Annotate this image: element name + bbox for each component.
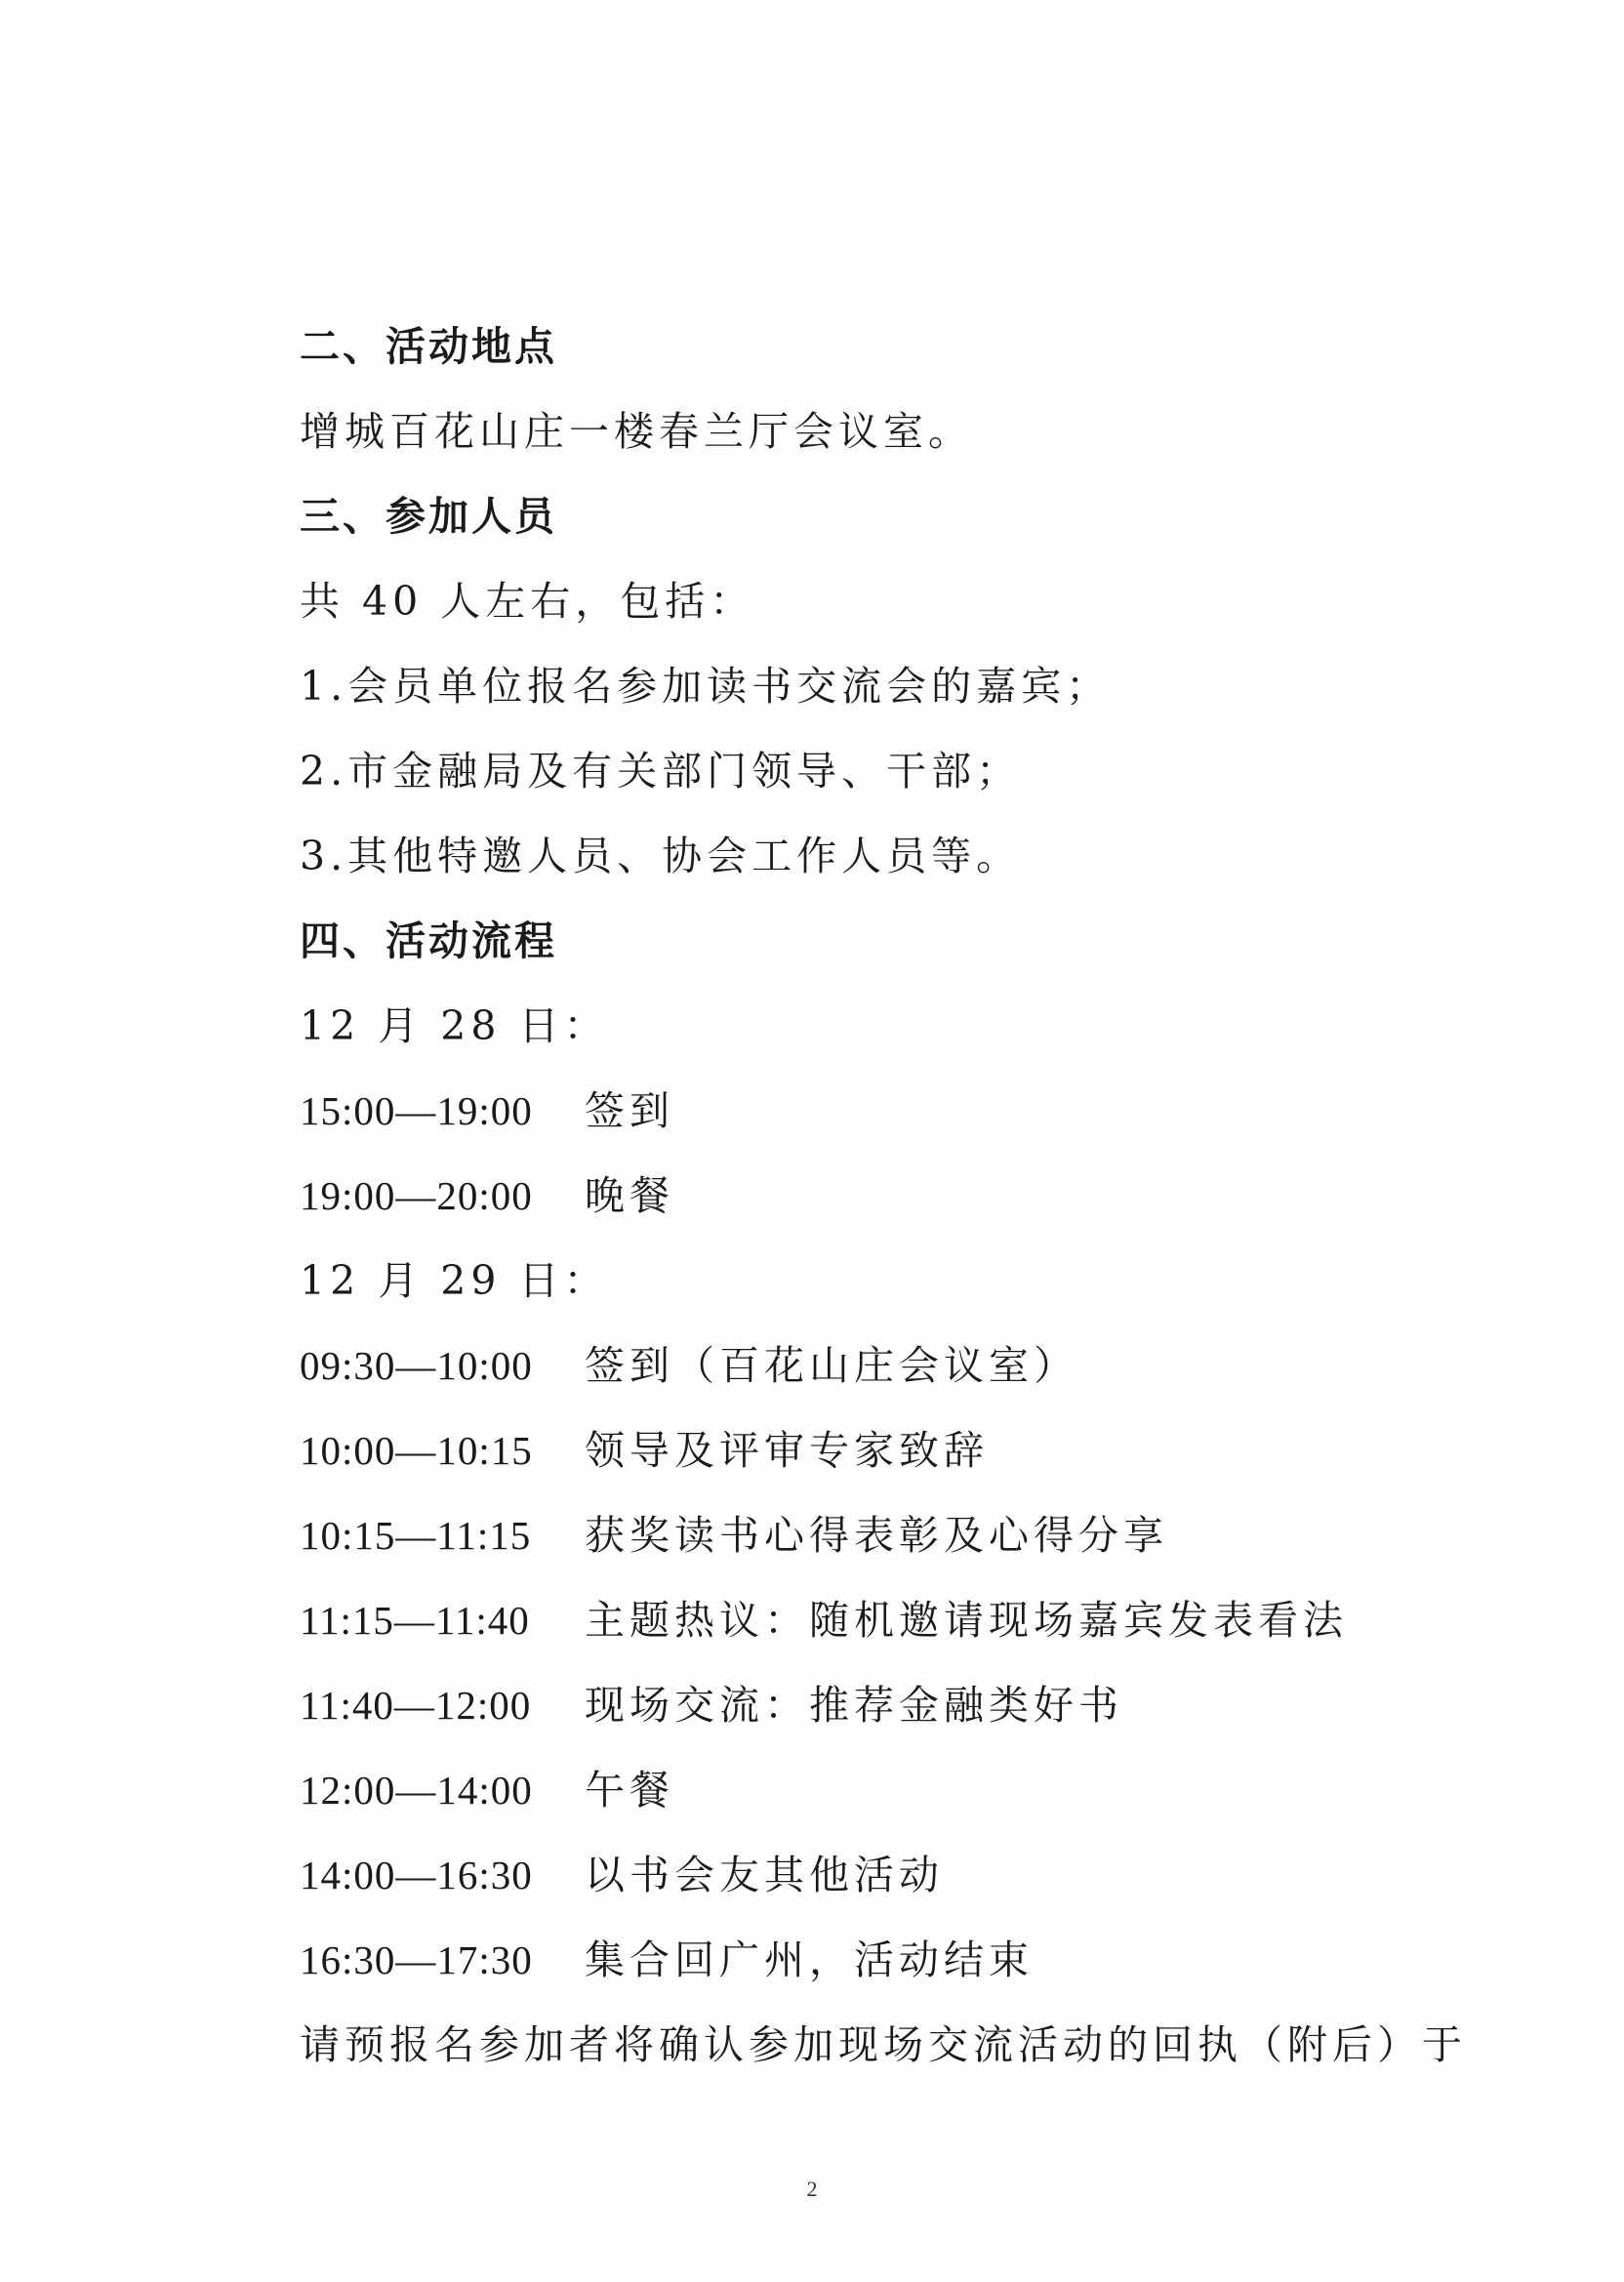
schedule-time: 11:15—11:40 — [300, 1598, 530, 1643]
schedule-row — [300, 1493, 1422, 1578]
schedule-row — [300, 1069, 1422, 1154]
agenda-day1-date: 12 月 28 日： — [300, 1002, 609, 1049]
schedule-row — [300, 1748, 1422, 1833]
schedule-time: 10:00—10:15 — [300, 1428, 533, 1473]
schedule-row — [300, 1833, 1422, 1918]
participants-intro: 共 40 人左右，包括： — [300, 578, 755, 625]
schedule-row — [300, 1578, 1422, 1663]
schedule-desc: 集合回广州，活动结束 — [585, 1936, 1034, 1983]
schedule-desc: 获奖读书心得表彰及心得分享 — [585, 1512, 1168, 1559]
location-text: 增城百花山庄一楼春兰厅会议室。 — [300, 408, 973, 455]
schedule-desc: 主题热议：随机邀请现场嘉宾发表看法 — [585, 1597, 1348, 1644]
schedule-desc: 午餐 — [585, 1767, 674, 1813]
schedule-time: 15:00—19:00 — [300, 1088, 533, 1133]
schedule-time: 11:40—12:00 — [300, 1683, 532, 1728]
schedule-desc: 现场交流：推荐金融类好书 — [585, 1682, 1123, 1729]
schedule-time: 12:00—14:00 — [300, 1768, 533, 1813]
participant-item: 2.市金融局及有关部门领导、干部； — [300, 748, 1022, 795]
page-number: 2 — [806, 2177, 818, 2201]
schedule-time: 10:15—11:15 — [300, 1513, 532, 1558]
location-heading: 二、活动地点 — [300, 323, 557, 370]
agenda-heading: 四、活动流程 — [300, 917, 557, 964]
document-body — [300, 305, 1467, 2088]
participant-item: 3.其他特邀人员、协会工作人员等。 — [300, 833, 1022, 879]
schedule-desc: 签到 — [585, 1087, 674, 1134]
participant-item: 1.会员单位报名参加读书交流会的嘉宾； — [300, 663, 1112, 710]
schedule-row — [300, 1663, 1422, 1748]
schedule-row — [300, 1408, 1422, 1493]
schedule-row — [300, 1154, 1422, 1239]
agenda-day2-date: 12 月 29 日： — [300, 1257, 609, 1304]
schedule-row — [300, 1324, 1422, 1408]
schedule-desc: 以书会友其他活动 — [585, 1852, 944, 1898]
schedule-desc: 领导及评审专家致辞 — [585, 1427, 989, 1474]
schedule-time: 09:30—10:00 — [300, 1343, 533, 1388]
schedule-time: 14:00—16:30 — [300, 1853, 533, 1897]
participants-heading: 三、参加人员 — [300, 493, 557, 540]
schedule-row — [300, 1918, 1422, 2003]
schedule-time: 19:00—20:00 — [300, 1173, 533, 1218]
schedule-time: 16:30—17:30 — [300, 1937, 533, 1982]
closing-text: 请预报名参加者将确认参加现场交流活动的回执（附后）于 — [300, 2021, 1467, 2068]
schedule-desc: 晚餐 — [585, 1172, 674, 1219]
schedule-desc: 签到（百花山庄会议室） — [585, 1342, 1078, 1389]
